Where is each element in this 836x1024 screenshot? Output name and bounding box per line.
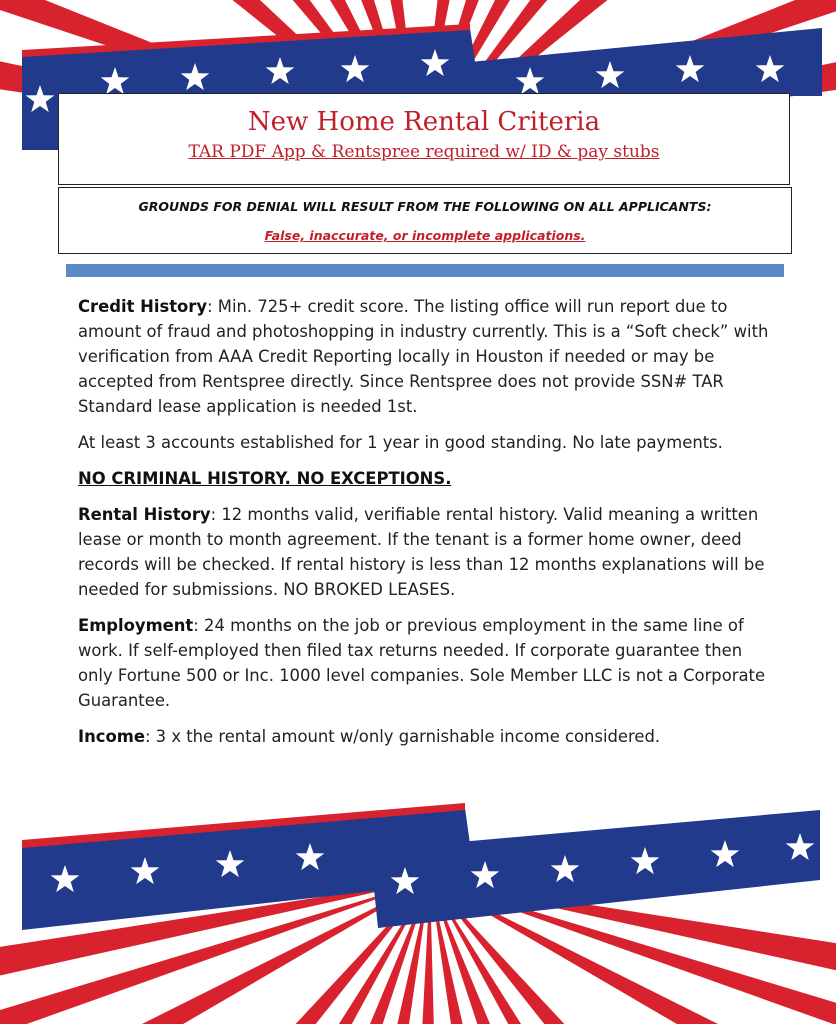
denial-subheading: False, inaccurate, or incomplete applications. bbox=[264, 228, 586, 243]
rental-history-label: Rental History bbox=[78, 505, 211, 524]
divider-bar bbox=[66, 264, 784, 277]
employment-text: : 24 months on the job or previous employment in the same line of work. If self-employed then filed tax returns needed. If corporate guarantee then only Fortune 500 or Inc. 1000 level companies. Sole Member LLC is not a Corporate Guarantee. bbox=[78, 616, 766, 710]
credit-history-paragraph bbox=[78, 294, 778, 419]
credit-history-text: : Min. 725+ credit score. The listing office will run report due to amount of fraud and photoshopping in industry currently. This is a “Soft check” with verification from AAA Credit Reporting locally in Houston if needed or may be accepted from Rentspree directly. Since Rentspree does not provide SSN# TAR Standard lease application is needed 1st. bbox=[78, 297, 769, 416]
denial-heading: GROUNDS FOR DENIAL WILL RESULT FROM THE FOLLOWING ON ALL APPLICANTS: bbox=[138, 199, 712, 214]
header-box bbox=[58, 93, 790, 185]
page-title: New Home Rental Criteria bbox=[247, 107, 601, 137]
accounts-paragraph: At least 3 accounts established for 1 year in good standing. No late payments. bbox=[78, 433, 723, 452]
income-paragraph bbox=[78, 724, 778, 749]
employment-paragraph bbox=[78, 613, 778, 713]
page-subtitle: TAR PDF App & Rentspree required w/ ID & pay stubs bbox=[188, 142, 660, 162]
denial-box bbox=[58, 187, 792, 254]
employment-label: Employment bbox=[78, 616, 194, 635]
income-label: Income bbox=[78, 727, 145, 746]
income-text: : 3 x the rental amount w/only garnishable income considered. bbox=[144, 727, 661, 746]
credit-history-label: Credit History bbox=[78, 297, 208, 316]
rental-history-text: : 12 months valid, verifiable rental history. Valid meaning a written lease or month to month agreement. If the tenant is a former home owner, deed records will be checked. If rental history is less than 12 months explanations will be needed for submissions. NO BROKED LEASES. bbox=[78, 505, 765, 599]
criteria-body bbox=[78, 294, 778, 760]
criminal-history-notice: NO CRIMINAL HISTORY. NO EXCEPTIONS. bbox=[78, 469, 452, 488]
rental-history-paragraph bbox=[78, 502, 778, 602]
